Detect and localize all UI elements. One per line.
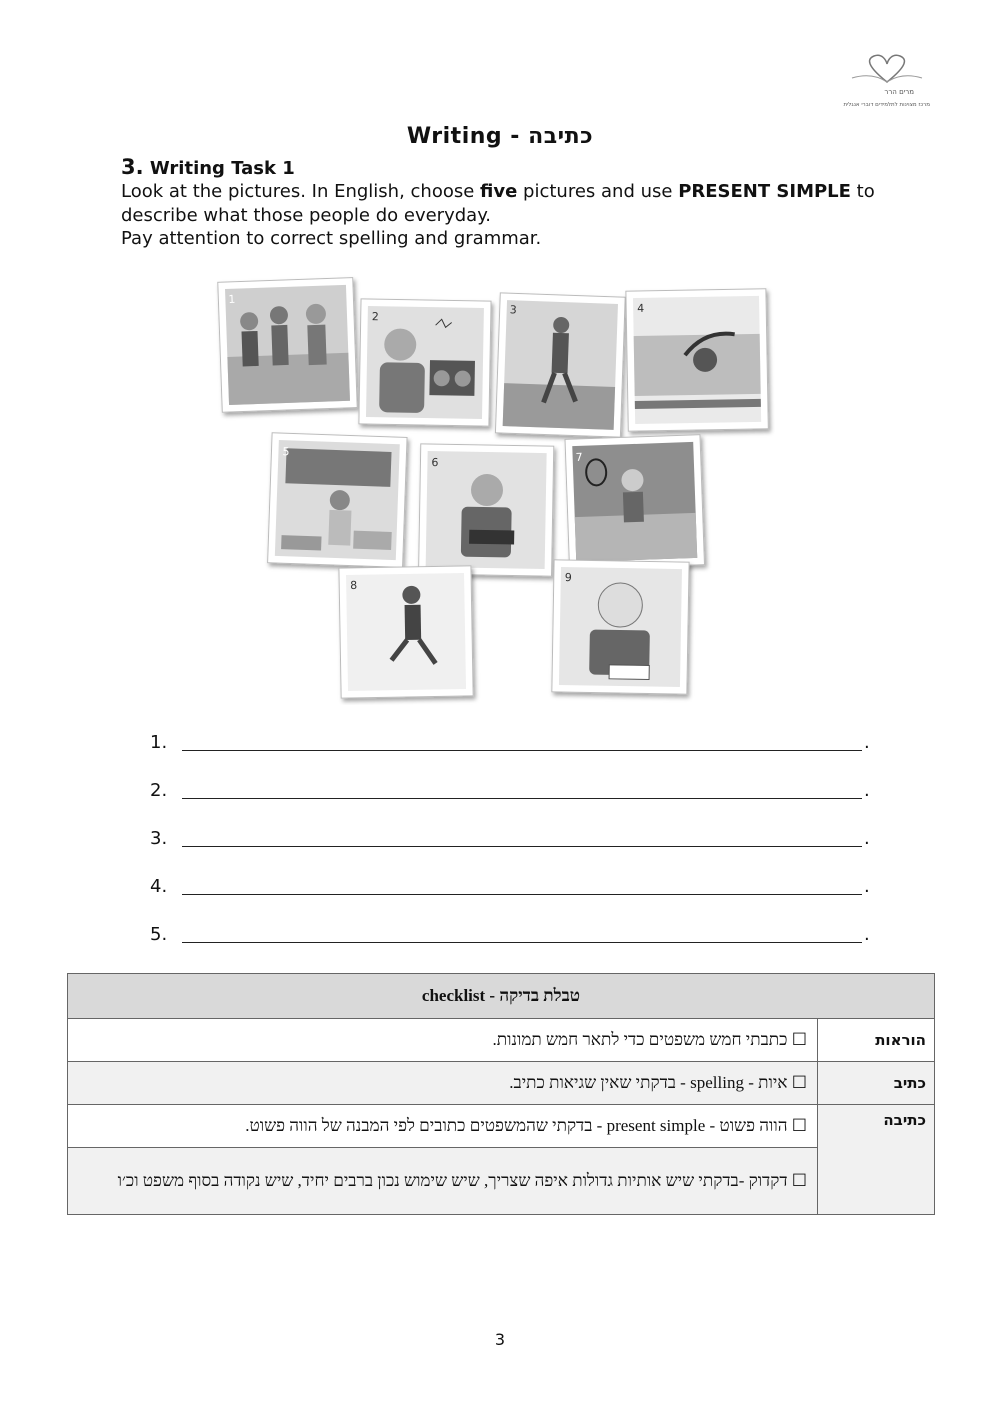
checklist-header: checklist - טבלת בדיקה — [68, 974, 935, 1019]
task-instructions — [121, 180, 881, 251]
answer-blank-5[interactable] — [182, 924, 862, 943]
answer-number: 2. — [150, 780, 168, 801]
picture-8 — [339, 566, 473, 698]
answer-line-2 — [150, 780, 880, 828]
line-end-dot: . — [864, 732, 870, 753]
picture-9 — [552, 560, 689, 694]
checklist-item-instructions — [68, 1019, 818, 1062]
picture-7 — [565, 435, 704, 570]
checkbox-icon[interactable]: ☐ — [791, 1171, 807, 1190]
instr-text-2: pictures and use — [517, 181, 679, 202]
instr-bold-five: five — [480, 181, 518, 202]
picture-label-5: 5 — [282, 445, 290, 459]
picture-label-1: 1 — [228, 292, 236, 306]
answer-line-3 — [150, 828, 880, 876]
instr-text-3: to describe what those people do everyday. — [121, 181, 875, 226]
logo-text-2: מרכז מצוינות לתלמידים דוברי אנגלית — [843, 102, 930, 108]
line-end-dot: . — [864, 780, 870, 801]
line-end-dot: . — [864, 924, 870, 945]
picture-label-2: 2 — [371, 310, 379, 324]
picture-label-8: 8 — [350, 578, 358, 592]
task-heading — [121, 155, 295, 179]
checklist-text: כתבתי חמש משפטים כדי לתאר חמש תמונות. — [492, 1030, 788, 1049]
task-label: Writing Task 1 — [149, 158, 295, 179]
instr-text-4: Pay attention to correct spelling and grammar. — [121, 228, 542, 249]
picture-2 — [359, 299, 491, 426]
checklist-label-instructions: הוראות — [818, 1019, 935, 1062]
picture-label-4: 4 — [637, 301, 645, 316]
checklist-label-spelling: כתיב — [818, 1062, 935, 1105]
checklist-label-writing: כתיבה — [818, 1105, 935, 1215]
picture-5 — [268, 433, 407, 568]
picture-4 — [626, 289, 768, 431]
picture-3 — [495, 293, 625, 437]
answer-lines — [150, 732, 880, 972]
answer-blank-4[interactable] — [182, 876, 862, 895]
page-title: Writing - כתיבה — [406, 124, 594, 149]
picture-label-6: 6 — [431, 456, 439, 470]
answer-blank-2[interactable] — [182, 780, 862, 799]
answer-line-5 — [150, 924, 880, 972]
checklist-text: הווה פשוט - present simple - בדקתי שהמשפטים כתובים לפי המבנה של הווה פשוט. — [245, 1116, 788, 1135]
answer-blank-1[interactable] — [182, 732, 862, 751]
line-end-dot: . — [864, 876, 870, 897]
picture-label-3: 3 — [509, 303, 517, 317]
answer-number: 1. — [150, 732, 168, 753]
logo-text-1: מרים הרר — [884, 88, 914, 96]
answer-number: 5. — [150, 924, 168, 945]
checklist-text: דקדוק -בדקתי שיש אותיות גדולות איפה שצריך, שיש שימוש נכון ברבים יחיד, שיש נקודה בסוף משפט וכ׳ו — [117, 1171, 788, 1190]
picture-1 — [218, 278, 357, 413]
answer-number: 3. — [150, 828, 168, 849]
checkbox-icon[interactable]: ☐ — [791, 1073, 807, 1092]
instr-text-1: Look at the pictures. In English, choose — [121, 181, 481, 202]
answer-blank-3[interactable] — [182, 828, 862, 847]
logo-heart-icon — [842, 52, 932, 114]
checklist-table — [67, 973, 935, 1215]
answer-line-4 — [150, 876, 880, 924]
checkbox-icon[interactable]: ☐ — [791, 1116, 807, 1135]
answer-line-1 — [150, 732, 880, 780]
instr-bold-present-simple: PRESENT SIMPLE — [678, 181, 851, 202]
page-number: 3 — [494, 1330, 506, 1349]
picture-collage — [215, 275, 775, 705]
checklist-item-spelling — [68, 1062, 818, 1105]
checkbox-icon[interactable]: ☐ — [791, 1030, 807, 1049]
picture-6 — [419, 444, 554, 576]
picture-label-9: 9 — [564, 571, 572, 585]
line-end-dot: . — [864, 828, 870, 849]
task-number: 3. — [121, 155, 144, 179]
checklist-item-grammar — [68, 1148, 818, 1215]
answer-number: 4. — [150, 876, 168, 897]
picture-label-7: 7 — [575, 450, 583, 465]
checklist-text: איות - spelling - בדקתי שאין שגיאות כתיב. — [509, 1073, 788, 1092]
checklist-item-present-simple — [68, 1105, 818, 1148]
